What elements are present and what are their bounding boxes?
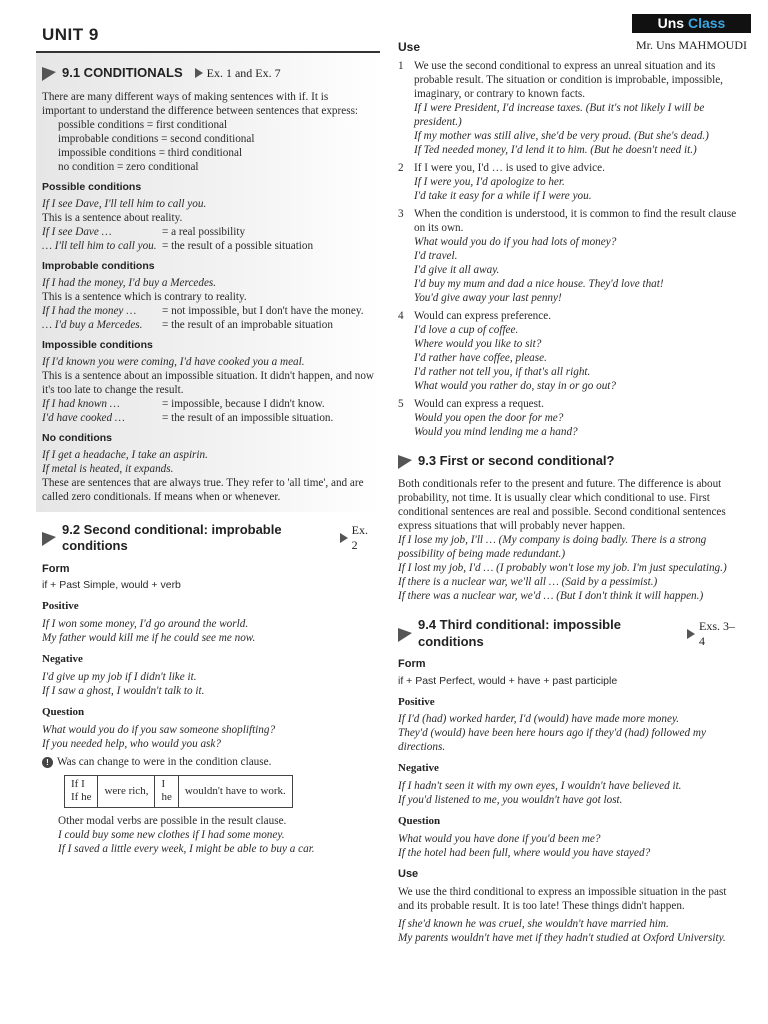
- meaning: = a real possibility: [162, 225, 246, 238]
- example: If metal is heated, it expands.: [42, 463, 174, 475]
- example: I'd give it all away.: [414, 264, 500, 276]
- meaning: = not impossible, but I don't have the money.: [162, 304, 364, 317]
- exercise-ref: [687, 619, 738, 649]
- section-arrow-icon: [398, 626, 412, 642]
- example: I'd love a cup of coffee.: [414, 324, 519, 336]
- exercise-ref-label: Ex. 2: [351, 523, 368, 553]
- example: If there was a nuclear war, we'd … (But I don't think it will happen.): [398, 590, 704, 603]
- example: What would you have done if you'd been me?: [398, 832, 601, 845]
- clause: … I'll tell him to call you.: [42, 239, 157, 252]
- explain-row: [42, 411, 374, 425]
- clause: If I had the money …: [42, 304, 137, 317]
- use-text: We use the second conditional to express an unreal situation and its probable result. The situation or condition is improbable, impossible, imaginary, or contrary to known facts.: [414, 60, 723, 100]
- example: If I were President, I'd increase taxes. (But it's not likely I will be president.): [414, 102, 705, 128]
- example: If you needed help, who would you ask?: [42, 737, 221, 750]
- example: What would you rather do, stay in or go out?: [414, 380, 616, 392]
- table-cell: were rich,: [98, 775, 155, 808]
- note: [42, 755, 374, 769]
- explain-row: [42, 225, 374, 239]
- item-number: 5: [398, 398, 404, 410]
- example: Would you open the door for me?: [414, 412, 564, 424]
- explain-row: [42, 318, 374, 332]
- example: If I won some money, I'd go around the world.: [42, 618, 249, 631]
- section-9-2: [36, 522, 380, 856]
- example: If I lose my job, I'll … (My company is doing badly. There is a strong possibility of being made redundant.): [398, 534, 707, 561]
- use-item: [398, 59, 738, 157]
- example: If I hadn't seen it with my own eyes, I wouldn't have believed it.: [398, 780, 682, 793]
- example: What would you do if you saw someone shoplifting?: [42, 723, 276, 736]
- subheading: Question: [398, 815, 441, 828]
- example: I'd travel.: [414, 250, 458, 262]
- cell-text: he: [161, 791, 172, 804]
- meaning: = the result of an improbable situation: [162, 318, 333, 331]
- subheading: Negative: [398, 762, 439, 775]
- unit-title: UNIT 9: [42, 25, 99, 44]
- note-text: Was can change to were in the condition clause.: [57, 755, 272, 768]
- use-item: [398, 207, 738, 305]
- example: If I see Dave, I'll tell him to call you.: [42, 197, 207, 210]
- subheading: No conditions: [42, 431, 112, 444]
- item-number: 3: [398, 208, 404, 220]
- cell-text: If he: [71, 791, 92, 804]
- description: These are sentences that are always true. They refer to 'all time', and are called zero conditionals. If means when or whenever.: [42, 477, 364, 503]
- meaning: = the result of a possible situation: [162, 239, 314, 252]
- description: Other modal verbs are possible in the result clause.: [58, 815, 287, 828]
- cell-text: If I: [71, 777, 85, 790]
- example: If I saved a little every week, I might be able to buy a car.: [58, 843, 315, 856]
- cell-text: I: [161, 777, 166, 790]
- example: My father would kill me if he could see me now.: [42, 632, 256, 645]
- section-title: 9.1 CONDITIONALS: [62, 65, 183, 81]
- left-column: [36, 22, 380, 856]
- item-number: 4: [398, 310, 404, 322]
- arrow-right-icon: [195, 68, 203, 78]
- example: I could buy some new clothes if I had some money.: [58, 829, 285, 842]
- clause: If I had known …: [42, 397, 120, 410]
- item-number: 2: [398, 162, 404, 174]
- example: If you'd listened to me, you wouldn't have got lost.: [398, 794, 623, 807]
- example: I'd rather have coffee, please.: [414, 352, 547, 364]
- exercise-ref: [195, 66, 281, 81]
- example: If she'd known he was cruel, she wouldn't have married him.: [398, 917, 669, 930]
- table-cell: wouldn't have to work.: [178, 775, 292, 808]
- use-text: When the condition is understood, it is common to find the result clause on its own.: [414, 208, 737, 234]
- example: If I were you, I'd apologize to her.: [414, 176, 565, 188]
- author-name: Mr. Uns MAHMOUDI: [636, 38, 748, 52]
- type-item: improbable conditions = second conditional: [58, 132, 255, 145]
- example: Where would you like to sit?: [414, 338, 542, 350]
- clause: If I see Dave …: [42, 225, 112, 238]
- description: This is a sentence about an impossible situation. It didn't happen, and now it's too late to change the result.: [42, 369, 374, 396]
- section-title: 9.4 Third conditional: impossible conditions: [418, 617, 621, 649]
- arrow-right-icon: [687, 629, 695, 639]
- example: If I saw a ghost, I wouldn't talk to it.: [42, 684, 205, 697]
- description: We use the third conditional to express an impossible situation in the past and its probable result. It is too late! These things didn't happen.: [398, 885, 727, 912]
- description: This is a sentence which is contrary to reality.: [42, 290, 247, 303]
- use-text: If I were you, I'd … is used to give advice.: [414, 162, 605, 174]
- example: You'd give away your last penny!: [414, 292, 562, 304]
- form-text: if + Past Simple, would + verb: [42, 579, 181, 592]
- use-text: Would can express preference.: [414, 310, 552, 322]
- subheading: Negative: [42, 653, 83, 666]
- use-item: [398, 397, 738, 439]
- section-header-9-4: [398, 617, 738, 650]
- subheading: Form: [42, 562, 70, 575]
- explain-row: [42, 397, 374, 411]
- section-title: 9.2 Second conditional: improbable conditions: [62, 522, 282, 554]
- exercise-ref-label: Ex. 1 and Ex. 7: [206, 65, 281, 80]
- use-item: [398, 161, 738, 203]
- brand-uns: Uns: [657, 15, 685, 31]
- subheading: Improbable conditions: [42, 259, 155, 272]
- type-item: no condition = zero conditional: [58, 160, 199, 173]
- clause: … I'd buy a Mercedes.: [42, 318, 143, 331]
- example: Would you mind lending me a hand?: [414, 426, 578, 438]
- example: They'd (would) have been here hours ago if they'd (had) followed my directions.: [398, 727, 706, 754]
- brand-class: Class: [687, 15, 726, 31]
- explain-row: [42, 304, 374, 318]
- table-cell: [65, 775, 98, 808]
- subheading: Positive: [42, 600, 79, 613]
- use-heading: Use: [398, 40, 421, 54]
- section-9-1: [36, 53, 380, 512]
- example: If I lost my job, I'd … (I probably won't lose my job. I'm just speculating.): [398, 562, 727, 575]
- example: If I'd (had) worked harder, I'd (would) have made more money.: [398, 713, 680, 726]
- example: If I'd known you were coming, I'd have cooked you a meal.: [42, 355, 305, 368]
- subheading: Possible conditions: [42, 180, 142, 193]
- example: If the hotel had been full, where would you have stayed?: [398, 846, 651, 859]
- example: If I get a headache, I take an aspirin.: [42, 449, 208, 461]
- section-header-9-1: [42, 65, 374, 81]
- example: What would you do if you had lots of money?: [414, 236, 617, 248]
- exercise-ref: [340, 523, 374, 553]
- item-number: 1: [398, 60, 404, 72]
- were-table: [64, 775, 293, 809]
- section-title: 9.3 First or second conditional?: [418, 453, 615, 468]
- info-icon: !: [42, 757, 53, 768]
- section-header-9-3: [398, 453, 738, 469]
- example: I'd take it easy for a while if I were you.: [414, 190, 592, 202]
- table-cell: [155, 775, 178, 808]
- subheading: Use: [398, 867, 419, 880]
- section-header-9-2: [42, 522, 374, 555]
- description: This is a sentence about reality.: [42, 211, 183, 224]
- type-item: impossible conditions = third conditional: [58, 146, 243, 159]
- meaning: = the result of an impossible situation.: [162, 411, 334, 424]
- form-text: if + Past Perfect, would + have + past participle: [398, 674, 618, 687]
- arrow-right-icon: [340, 533, 348, 543]
- example: If Ted needed money, I'd lend it to him. (But he doesn't need it.): [414, 144, 697, 156]
- meaning: = impossible, because I didn't know.: [162, 397, 325, 410]
- example: If there is a nuclear war, we'll all … (Said by a pessimist.): [398, 576, 658, 589]
- explain-row: [42, 239, 374, 253]
- section-arrow-icon: [42, 530, 56, 546]
- section-arrow-icon: [42, 65, 56, 81]
- example: If my mother was still alive, she'd be very proud. (But she's dead.): [414, 130, 709, 142]
- subheading: Positive: [398, 695, 435, 708]
- section-arrow-icon: [398, 453, 412, 469]
- right-column: [398, 22, 738, 945]
- use-item: [398, 309, 738, 393]
- example: I'd buy my mum and dad a nice house. They'd love that!: [414, 278, 664, 290]
- example: I'd rather not tell you, if that's all right.: [414, 366, 591, 378]
- subheading: Impossible conditions: [42, 338, 153, 351]
- type-item: possible conditions = first conditional: [58, 118, 228, 131]
- subheading: Form: [398, 657, 426, 670]
- use-text: Would can express a request.: [414, 398, 544, 410]
- example: I'd give up my job if I didn't like it.: [42, 670, 197, 683]
- clause: I'd have cooked …: [42, 411, 125, 424]
- subheading: Question: [42, 705, 85, 718]
- description: Both conditionals refer to the present and future. The difference is about probability, not time. It is usually clear which conditional to use. First conditional sentences are real and possible. Second conditional sentences express situations that will probably never happen.: [398, 478, 726, 533]
- example: My parents wouldn't have met if they hadn't studied at Oxford University.: [398, 931, 726, 944]
- exercise-ref-label: Exs. 3–4: [699, 618, 736, 648]
- example: If I had the money, I'd buy a Mercedes.: [42, 276, 217, 289]
- intro-text: There are many different ways of making sentences with if. It is important to understand the difference between sentences that express:: [42, 90, 359, 117]
